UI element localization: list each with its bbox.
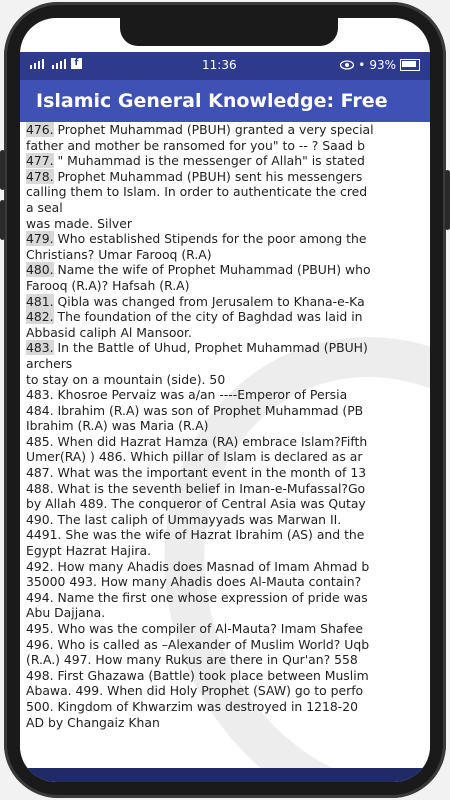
line-text: 498. First Ghazawa (Battle) took place between Muslim bbox=[26, 667, 369, 683]
text-line bbox=[26, 278, 430, 294]
volume-button bbox=[0, 200, 5, 240]
battery-percent: 93% bbox=[369, 58, 396, 72]
line-text: " Muhammad is the messenger of Allah" is stated bbox=[53, 153, 365, 169]
line-text: 488. What is the seventh belief in Iman-e-Mufassal?Go bbox=[26, 480, 366, 496]
text-line bbox=[26, 340, 430, 356]
text-line bbox=[26, 715, 430, 731]
text-line bbox=[26, 418, 430, 434]
text-line bbox=[26, 652, 430, 668]
text-line bbox=[26, 231, 430, 247]
text-line bbox=[26, 449, 430, 465]
question-number: 478. bbox=[26, 168, 54, 184]
signal-icon bbox=[64, 59, 66, 69]
signal-icon bbox=[60, 61, 62, 69]
line-text: Umer(RA) ) 486. Which pillar of Islam is declared as ar bbox=[26, 449, 363, 465]
line-text: (R.A.) 497. How many Rukus are there in Qur'an? 558 bbox=[26, 652, 358, 668]
line-text: to stay on a mountain (side). 50 bbox=[26, 371, 226, 387]
text-line bbox=[26, 637, 430, 653]
signal-icon bbox=[30, 65, 32, 69]
text-line bbox=[26, 325, 430, 341]
text-line bbox=[26, 668, 430, 684]
question-number: 477. bbox=[26, 153, 54, 169]
line-text: Abawa. 499. When did Holy Prophet (SAW) go to perfo bbox=[26, 683, 364, 699]
line-text: Abu Dajjana. bbox=[26, 605, 106, 621]
line-text: Ibrahim (R.A) was Maria (R.A) bbox=[26, 418, 209, 434]
text-line bbox=[26, 621, 430, 637]
line-text: was made. Silver bbox=[26, 215, 132, 231]
text-line bbox=[26, 574, 430, 590]
text-line bbox=[26, 356, 430, 372]
line-text: 487. What was the important event in the month of 13 bbox=[26, 465, 367, 481]
eye-icon bbox=[340, 60, 354, 70]
line-text: The foundation of the city of Baghdad was laid in bbox=[53, 309, 363, 325]
line-text: Who established Stipends for the poor among the bbox=[53, 231, 367, 247]
text-line bbox=[26, 559, 430, 575]
question-number: 483. bbox=[26, 340, 54, 356]
text-line bbox=[26, 216, 430, 232]
text-line bbox=[26, 184, 430, 200]
line-text: AD by Changaiz Khan bbox=[26, 714, 160, 730]
line-text: Farooq (R.A)? Hafsah (R.A) bbox=[26, 277, 190, 293]
text-line bbox=[26, 262, 430, 278]
content-area[interactable] bbox=[20, 122, 430, 768]
signal-icon bbox=[42, 59, 44, 69]
text-line bbox=[26, 699, 430, 715]
text-content bbox=[26, 122, 430, 730]
power-button bbox=[445, 170, 450, 230]
app-title: Islamic General Knowledge: Free bbox=[36, 90, 388, 112]
text-line bbox=[26, 403, 430, 419]
text-line bbox=[26, 481, 430, 497]
facebook-notification-icon: f bbox=[71, 58, 82, 69]
line-text: Abbasid caliph Al Mansoor. bbox=[26, 324, 192, 340]
text-line bbox=[26, 605, 430, 621]
text-line bbox=[26, 122, 430, 138]
question-number: 479. bbox=[26, 231, 54, 247]
status-bar bbox=[20, 52, 430, 80]
text-line bbox=[26, 372, 430, 388]
question-number: 480. bbox=[26, 262, 54, 278]
line-text: 4491. She was the wife of Hazrat Ibrahim (AS) and the bbox=[26, 527, 365, 543]
battery-icon bbox=[400, 59, 420, 71]
signal-icon bbox=[56, 63, 58, 69]
text-line bbox=[26, 294, 430, 310]
line-text: 484. Ibrahim (R.A) was son of Prophet Muhammad (PB bbox=[26, 402, 364, 418]
text-line bbox=[26, 512, 430, 528]
text-line bbox=[26, 543, 430, 559]
line-text: 494. Name the first one whose expression of pride was bbox=[26, 589, 368, 605]
line-text: 495. Who was the compiler of Al-Mauta? Imam Shafee bbox=[26, 621, 364, 636]
line-text: 500. Kingdom of Khwarzim was destroyed in 1218-20 bbox=[26, 698, 358, 714]
text-line bbox=[26, 590, 430, 606]
signal-indicators bbox=[30, 58, 82, 69]
line-text: 485. When did Hazrat Hamza (RA) embrace Islam?Fifth bbox=[26, 433, 368, 449]
text-line bbox=[26, 309, 430, 325]
text-line bbox=[26, 153, 430, 169]
line-text: archers bbox=[26, 355, 73, 371]
line-text: 492. How many Ahadis does Masnad of Imam Ahmad b bbox=[26, 558, 370, 574]
signal-icon bbox=[34, 63, 36, 69]
line-text: Name the wife of Prophet Muhammad (PBUH) who bbox=[53, 262, 371, 278]
bottom-nav-bar bbox=[20, 768, 430, 782]
volume-button bbox=[0, 150, 5, 190]
text-line bbox=[26, 247, 430, 263]
question-number: 481. bbox=[26, 293, 54, 309]
text-line bbox=[26, 434, 430, 450]
line-text: 490. The last caliph of Ummayyads was Marwan II. bbox=[26, 511, 342, 527]
line-text: In the Battle of Uhud, Prophet Muhammad (PBUH) bbox=[53, 340, 368, 356]
line-text: father and mother be ransomed for you" to -- ? Saad b bbox=[26, 137, 365, 153]
camera-notch bbox=[120, 18, 338, 46]
wifi-icon: • bbox=[358, 58, 366, 72]
line-text: by Allah 489. The conqueror of Central Asia was Qutay bbox=[26, 496, 366, 512]
line-text: Egypt Hazrat Hajira. bbox=[26, 543, 152, 559]
line-text: Christians? Umar Farooq (R.A) bbox=[26, 246, 212, 262]
line-text: 35000 493. How many Ahadis does Al-Mauta contain? bbox=[26, 574, 362, 590]
line-text: 483. Khosroe Pervaiz was a/an ----Emperor of Persia bbox=[26, 387, 348, 403]
app-bar bbox=[20, 80, 430, 124]
text-line bbox=[26, 527, 430, 543]
line-text: Prophet Muhammad (PBUH) sent his messengers bbox=[53, 168, 363, 184]
text-line bbox=[26, 169, 430, 185]
question-number: 476. bbox=[26, 122, 54, 137]
text-line bbox=[26, 496, 430, 512]
status-time: 11:36 bbox=[202, 58, 237, 72]
line-text: a seal bbox=[26, 199, 63, 215]
line-text: calling them to Islam. In order to authenticate the cred bbox=[26, 184, 368, 200]
signal-icon bbox=[38, 61, 40, 69]
status-right-indicators bbox=[340, 58, 420, 72]
text-line bbox=[26, 683, 430, 699]
signal-icon bbox=[52, 65, 54, 69]
text-line bbox=[26, 387, 430, 403]
text-line bbox=[26, 200, 430, 216]
text-line bbox=[26, 465, 430, 481]
question-number: 482. bbox=[26, 309, 54, 325]
text-line bbox=[26, 138, 430, 154]
phone-screen bbox=[20, 18, 430, 782]
line-text: 496. Who is called as –Alexander of Muslim World? Uqb bbox=[26, 636, 370, 652]
line-text: Prophet Muhammad (PBUH) granted a very special bbox=[53, 122, 374, 137]
line-text: Qibla was changed from Jerusalem to Khana-e-Ka bbox=[53, 293, 365, 309]
